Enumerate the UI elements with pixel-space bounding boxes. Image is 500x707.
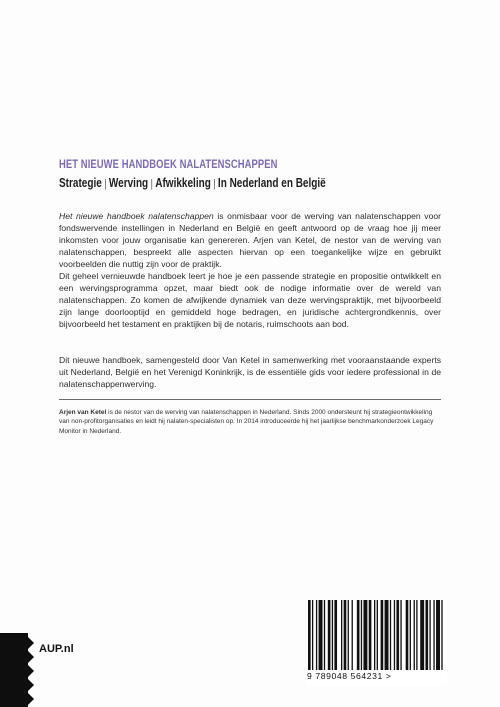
barcode-bar [436,600,440,670]
book-title: HET NIEUWE HANDBOEK NALATENSCHAPPEN [59,159,278,171]
barcode-bar [361,600,362,670]
barcode-bar [374,600,375,670]
barcode-bar [410,600,411,670]
strip-notch [28,679,34,691]
barcode-bar [433,600,434,670]
barcode-bar [357,600,360,670]
author-name: Arjen van Ketel [59,409,107,416]
book-title-italic: Het nieuwe handboek nalatenschappen [59,211,214,221]
barcode-bar [319,600,323,670]
barcode-bar [420,600,424,670]
barcode-bar [348,600,349,670]
barcode-bar [332,600,333,670]
barcode-bar [390,600,391,670]
isbn-digits: 9 789048 564231 [307,671,383,681]
subtitle-part-region: In Nederland en België [217,176,326,190]
subtitle-separator: | [213,178,216,190]
publisher-logo: AUP.nl [39,643,74,655]
author-bio-text: is de nestor van de werving van nalatenschappen in Nederland. Sinds 2000 ondersteunt hij strategieontwikkeling van non-profitorganisaties en leidt hij nalaten-specialisten op. In 2014 introduceerde hij het jaarlijkse benchmarkonderzoek Legacy Monitor in Nederland. [59,409,434,435]
barcode-bar [324,600,325,670]
barcode-bar [308,600,311,670]
barcode-bar [363,600,367,670]
barcode-bar [312,600,313,670]
barcode-bar [429,600,430,670]
barcode-bar [344,600,347,670]
strip-notch [28,693,34,705]
barcode-bar [352,600,353,670]
barcode-bar [377,600,378,670]
subtitle-separator: | [104,178,107,190]
barcode-bar [334,600,337,670]
barcode-bar [341,600,342,670]
subtitle-part-werving: Werving [108,176,149,190]
barcode-bar [396,600,399,670]
book-subtitle [59,176,427,190]
barcode-bar [316,600,317,670]
subtitle-part-strategie: Strategie [59,176,102,190]
barcode-number [307,671,457,681]
barcode-bar [381,600,384,670]
blurb-paragraph-1 [59,211,441,271]
barcode-quiet-mark: > [385,671,392,681]
blurb-paragraph-1-text: is onmisbaar voor de werving van nalatenschappen voor fondswervende instellingen in Nederland en België en geeft antwoord op de vraag hoe jij meer inkomsten voor jouw organisatie kan genereren. Arjen van Ketel, de nestor van de werving van nalatenschappen, bespreekt alle aspecten hiervan op een toegankelijke wijze en gebruikt voorbeelden die nuttig zijn voor de praktijk. [59,211,441,269]
barcode-bar [406,600,409,670]
barcode-bar [328,600,331,670]
barcode-bar [400,600,401,670]
barcode-bar [416,600,417,670]
strip-notch [28,651,34,663]
strip-notch [28,637,34,649]
author-bio [59,408,441,436]
barcode-bar [385,600,389,670]
barcode-bar [394,600,395,670]
strip-notch [28,665,34,677]
barcode-bar [425,600,428,670]
subtitle-separator: | [150,178,153,190]
barcode-bars [306,600,447,672]
barcode-bar [369,600,372,670]
barcode-bar [414,600,415,670]
blurb-paragraph-2: Dit geheel vernieuwde handboek leert je hoe je een passende strategie en propositie ontwikkelt en een wervingsprogramma opzet, maar biedt ook de nodige informatie over de wereld van nalatenschappen. Zo komen de afwijkende dynamiek van deze wervingspraktijk, met bijvoorbeeld zijn lange doorlooptijd en gemiddeld hoge bedragen, en juridische achtergrondkennis, over bijvoorbeeld het testament en praktijken bij de notaris, ruimschoots aan bod. [59,271,441,329]
barcode-bar [441,600,442,670]
divider-line [59,399,441,400]
spine-strip [0,633,28,707]
subtitle-part-afwikkeling: Afwikkeling [155,176,211,190]
blurb-paragraph-3: Dit nieuwe handboek, samengesteld door Van Ketel in samenwerking met vooraanstaande experts uit Nederland, België en het Verenigd Koninkrijk, is de essentiële gids voor iedere professional in de nalatenschappenwerving. [59,355,441,389]
